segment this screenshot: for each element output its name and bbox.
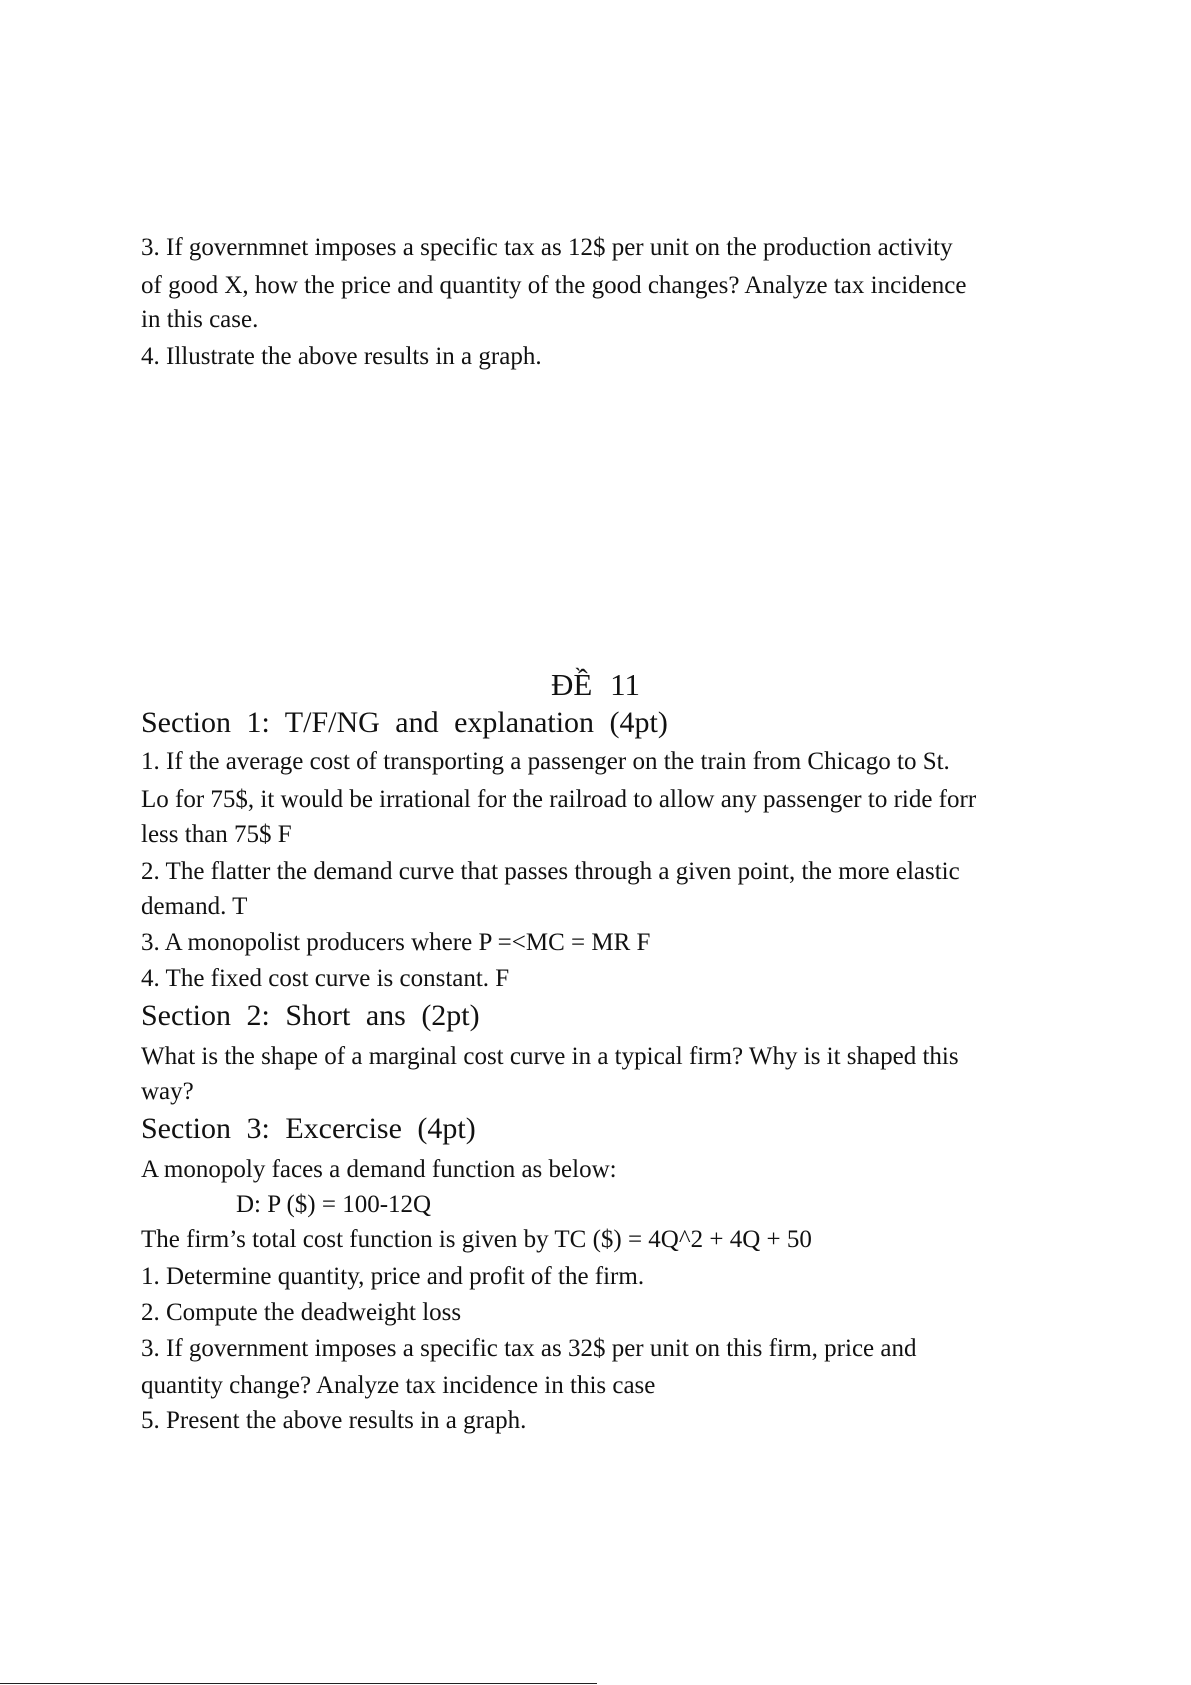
section-1-line: less than 75$ F	[141, 821, 292, 848]
section-3-line: quantity change? Analyze tax incidence in this case	[141, 1372, 656, 1399]
question-3-line-3: in this case.	[141, 306, 259, 333]
section-1-line: demand. T	[141, 893, 248, 920]
section-1-heading: Section 1: T/F/NG and explanation (4pt)	[141, 706, 668, 739]
section-1-line: 1. If the average cost of transporting a passenger on the train from Chicago to St.	[141, 748, 950, 775]
question-3-line-1: 3. If governmnet imposes a specific tax as 12$ per unit on the production activity	[141, 234, 953, 261]
section-1-line: 3. A monopolist producers where P =<MC = MR F	[141, 929, 651, 956]
section-1-line: 4. The fixed cost curve is constant. F	[141, 965, 510, 992]
footer-rule	[0, 1683, 597, 1684]
section-3-line: 1. Determine quantity, price and profit of the firm.	[141, 1263, 645, 1290]
section-3-line: 5. Present the above results in a graph.	[141, 1407, 527, 1434]
section-1-line: Lo for 75$, it would be irrational for the railroad to allow any passenger to ride forr	[141, 786, 977, 813]
question-4-line: 4. Illustrate the above results in a graph.	[141, 343, 542, 370]
section-2-line: What is the shape of a marginal cost curve in a typical firm? Why is it shaped this	[141, 1043, 959, 1070]
section-3-line: The firm’s total cost function is given by TC ($) = 4Q^2 + 4Q + 50	[141, 1226, 812, 1253]
demand-function: D: P ($) = 100-12Q	[236, 1191, 432, 1218]
section-2-line: way?	[141, 1078, 194, 1105]
section-3-line: 2. Compute the deadweight loss	[141, 1299, 462, 1326]
exam-title: ĐỀ 11	[551, 667, 640, 702]
section-1-line: 2. The flatter the demand curve that passes through a given point, the more elastic	[141, 858, 960, 885]
section-3-line: A monopoly faces a demand function as below:	[141, 1156, 617, 1183]
section-3-heading: Section 3: Excercise (4pt)	[141, 1112, 476, 1145]
section-3-line: 3. If government imposes a specific tax as 32$ per unit on this firm, price and	[141, 1335, 917, 1362]
question-3-line-2: of good X, how the price and quantity of the good changes? Analyze tax incidence	[141, 272, 967, 299]
section-2-heading: Section 2: Short ans (2pt)	[141, 999, 480, 1032]
